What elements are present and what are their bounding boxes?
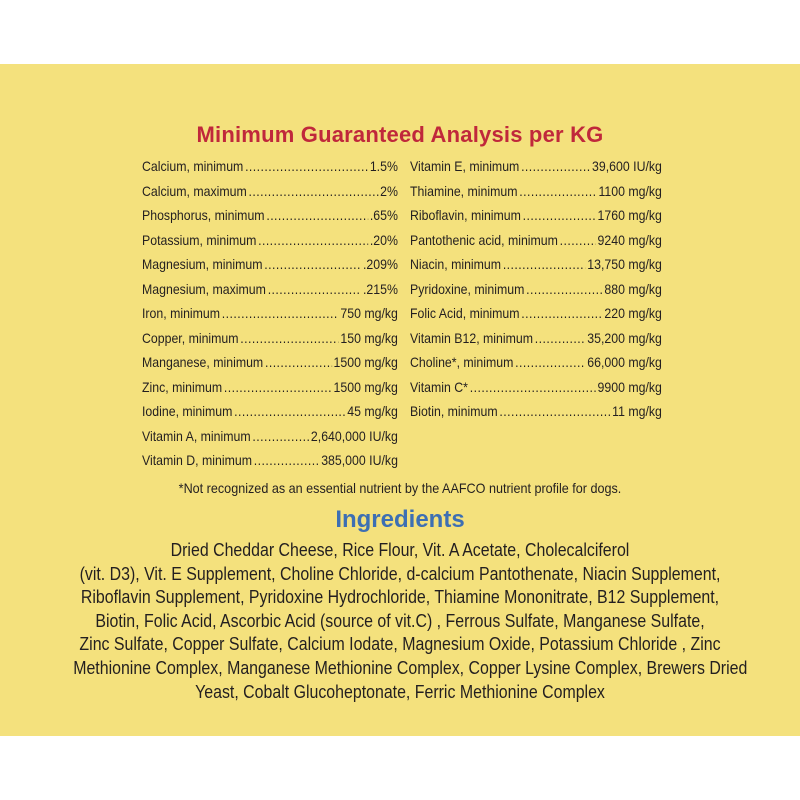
- nutrient-value: 385,000 IU/kg: [321, 452, 398, 468]
- nutrient-value: 750 mg/kg: [340, 305, 398, 321]
- dot-leader: [240, 330, 338, 346]
- nutrient-row: [142, 428, 398, 453]
- nutrient-name: Vitamin E, minimum: [410, 158, 520, 174]
- nutrient-name: Vitamin D, minimum: [142, 452, 252, 468]
- dot-leader: [264, 256, 361, 272]
- dot-leader: [252, 428, 309, 444]
- dot-leader: [526, 281, 603, 297]
- nutrient-row: [410, 330, 662, 355]
- nutrient-name: Pantothenic acid, minimum: [410, 231, 558, 248]
- dot-leader: [521, 158, 590, 174]
- nutrient-value: 1500 mg/kg: [333, 354, 398, 370]
- aafco-footnote: *Not recognized as an essential nutrient by the AAFCO nutrient profile for dogs.: [178, 480, 622, 496]
- ingredients-line: Methionine Complex, Manganese Methionine Complex, Copper Lysine Complex, Brewers Dried: [73, 656, 748, 678]
- nutrient-row: [410, 183, 662, 208]
- nutrient-name: Biotin, minimum: [410, 403, 498, 419]
- analysis-title: Minimum Guaranteed Analysis per KG: [196, 122, 604, 147]
- nutrient-name: Choline*, minimum: [410, 354, 514, 370]
- nutrient-value: 1760 mg/kg: [597, 207, 662, 223]
- nutrient-name: Thiamine, minimum: [410, 182, 518, 199]
- nutrient-name: Copper, minimum: [142, 329, 239, 346]
- nutrient-name: Zinc, minimum: [142, 378, 223, 395]
- dot-leader: [245, 158, 368, 174]
- dot-leader: [499, 403, 610, 419]
- ingredients-line: (vit. D3), Vit. E Supplement, Choline Chloride, d-calcium Pantothenate, Niacin Supplement,: [79, 562, 721, 584]
- ingredients-line: Riboflavin Supplement, Pyridoxine Hydrochloride, Thiamine Mononitrate, B12 Supplement,: [80, 586, 720, 608]
- dot-leader: [470, 379, 596, 395]
- dot-leader: [266, 207, 368, 223]
- nutrient-value: 1500 mg/kg: [333, 378, 398, 395]
- nutrient-value: 2%: [380, 182, 398, 199]
- nutrient-name: Vitamin A, minimum: [142, 427, 251, 444]
- dot-leader: [519, 183, 596, 199]
- nutrient-row: [410, 281, 662, 306]
- nutrient-value: 1100 mg/kg: [598, 182, 662, 199]
- nutrient-row: [410, 158, 662, 183]
- nutrient-name: Phosphorus, minimum: [142, 207, 265, 223]
- nutrient-value: 13,750 mg/kg: [587, 256, 662, 272]
- nutrient-name: Potassium, minimum: [142, 231, 257, 248]
- analysis-right-column: [410, 158, 662, 428]
- nutrient-value: .65%: [369, 207, 398, 223]
- nutrient-row: [142, 330, 398, 355]
- dot-leader: [535, 330, 586, 346]
- nutrient-name: Folic Acid, minimum: [410, 305, 520, 321]
- dot-leader: [265, 354, 332, 370]
- nutrient-row: [142, 305, 398, 330]
- ingredients-line: Biotin, Folic Acid, Ascorbic Acid (source of vit.C) , Ferrous Sulfate, Manganese Sulfate,: [95, 609, 705, 631]
- nutrient-row: [142, 183, 398, 208]
- dot-leader: [503, 256, 586, 272]
- nutrient-value: 45 mg/kg: [347, 403, 398, 419]
- nutrient-value: 1.5%: [369, 158, 398, 174]
- nutrient-name: Calcium, minimum: [142, 158, 244, 174]
- nutrient-name: Riboflavin, minimum: [410, 207, 521, 223]
- nutrient-row: [142, 452, 398, 477]
- dot-leader: [248, 183, 378, 199]
- nutrient-row: [410, 256, 662, 281]
- nutrient-value: 66,000 mg/kg: [587, 354, 662, 370]
- dot-leader: [268, 281, 362, 297]
- ingredients-line: Dried Cheddar Cheese, Rice Flour, Vit. A Acetate, Cholecalciferol: [170, 539, 630, 560]
- nutrient-name: Niacin, minimum: [410, 256, 502, 272]
- nutrient-row: [142, 354, 398, 379]
- nutrient-value: 9240 mg/kg: [597, 231, 662, 248]
- nutrient-name: Iron, minimum: [142, 305, 221, 321]
- dot-leader: [560, 232, 596, 248]
- dot-leader: [224, 379, 332, 395]
- dot-leader: [521, 305, 602, 321]
- ingredients-title: Ingredients: [335, 506, 465, 533]
- nutrient-value: 220 mg/kg: [604, 305, 662, 321]
- nutrient-row: [410, 354, 662, 379]
- nutrient-name: Magnesium, minimum: [142, 256, 263, 272]
- analysis-left-column: [142, 158, 398, 477]
- ingredients-list: [73, 538, 748, 703]
- dot-leader: [523, 207, 596, 223]
- nutrient-name: Vitamin B12, minimum: [410, 329, 534, 346]
- nutrient-name: Vitamin C*: [410, 378, 468, 395]
- nutrient-value: 39,600 IU/kg: [592, 158, 662, 174]
- nutrient-row: [410, 379, 662, 404]
- nutrient-row: [142, 256, 398, 281]
- nutrient-name: Magnesium, maximum: [142, 280, 266, 297]
- ingredients-line: Zinc Sulfate, Copper Sulfate, Calcium Iodate, Magnesium Oxide, Potassium Chloride , Zinc: [79, 633, 721, 655]
- label-panel: [0, 64, 800, 736]
- nutrient-row: [410, 232, 662, 257]
- nutrient-row: [410, 305, 662, 330]
- nutrient-value: 11 mg/kg: [612, 403, 662, 419]
- nutrient-value: .215%: [362, 280, 398, 297]
- dot-leader: [254, 452, 320, 468]
- nutrient-value: 9900 mg/kg: [597, 378, 662, 395]
- nutrient-value: 2,640,000 IU/kg: [310, 427, 398, 444]
- ingredients-line: Yeast, Cobalt Glucoheptonate, Ferric Methionine Complex: [195, 680, 605, 702]
- nutrient-value: .209%: [362, 256, 398, 272]
- nutrient-row: [142, 158, 398, 183]
- nutrient-name: Pyridoxine, minimum: [410, 280, 525, 297]
- dot-leader: [258, 232, 368, 248]
- nutrient-name: Iodine, minimum: [142, 403, 233, 419]
- nutrient-value: 35,200 mg/kg: [587, 329, 662, 346]
- nutrient-row: [142, 281, 398, 306]
- nutrient-value: 880 mg/kg: [604, 280, 662, 297]
- nutrient-row: [410, 403, 662, 428]
- nutrient-row: [142, 232, 398, 257]
- nutrient-name: Calcium, maximum: [142, 182, 247, 199]
- dot-leader: [222, 305, 339, 321]
- dot-leader: [515, 354, 585, 370]
- dot-leader: [234, 403, 345, 419]
- nutrient-value: .20%: [369, 231, 398, 248]
- nutrient-row: [142, 379, 398, 404]
- nutrient-name: Manganese, minimum: [142, 354, 264, 370]
- nutrient-row: [142, 207, 398, 232]
- nutrient-value: 150 mg/kg: [340, 329, 398, 346]
- nutrient-row: [410, 207, 662, 232]
- nutrient-row: [142, 403, 398, 428]
